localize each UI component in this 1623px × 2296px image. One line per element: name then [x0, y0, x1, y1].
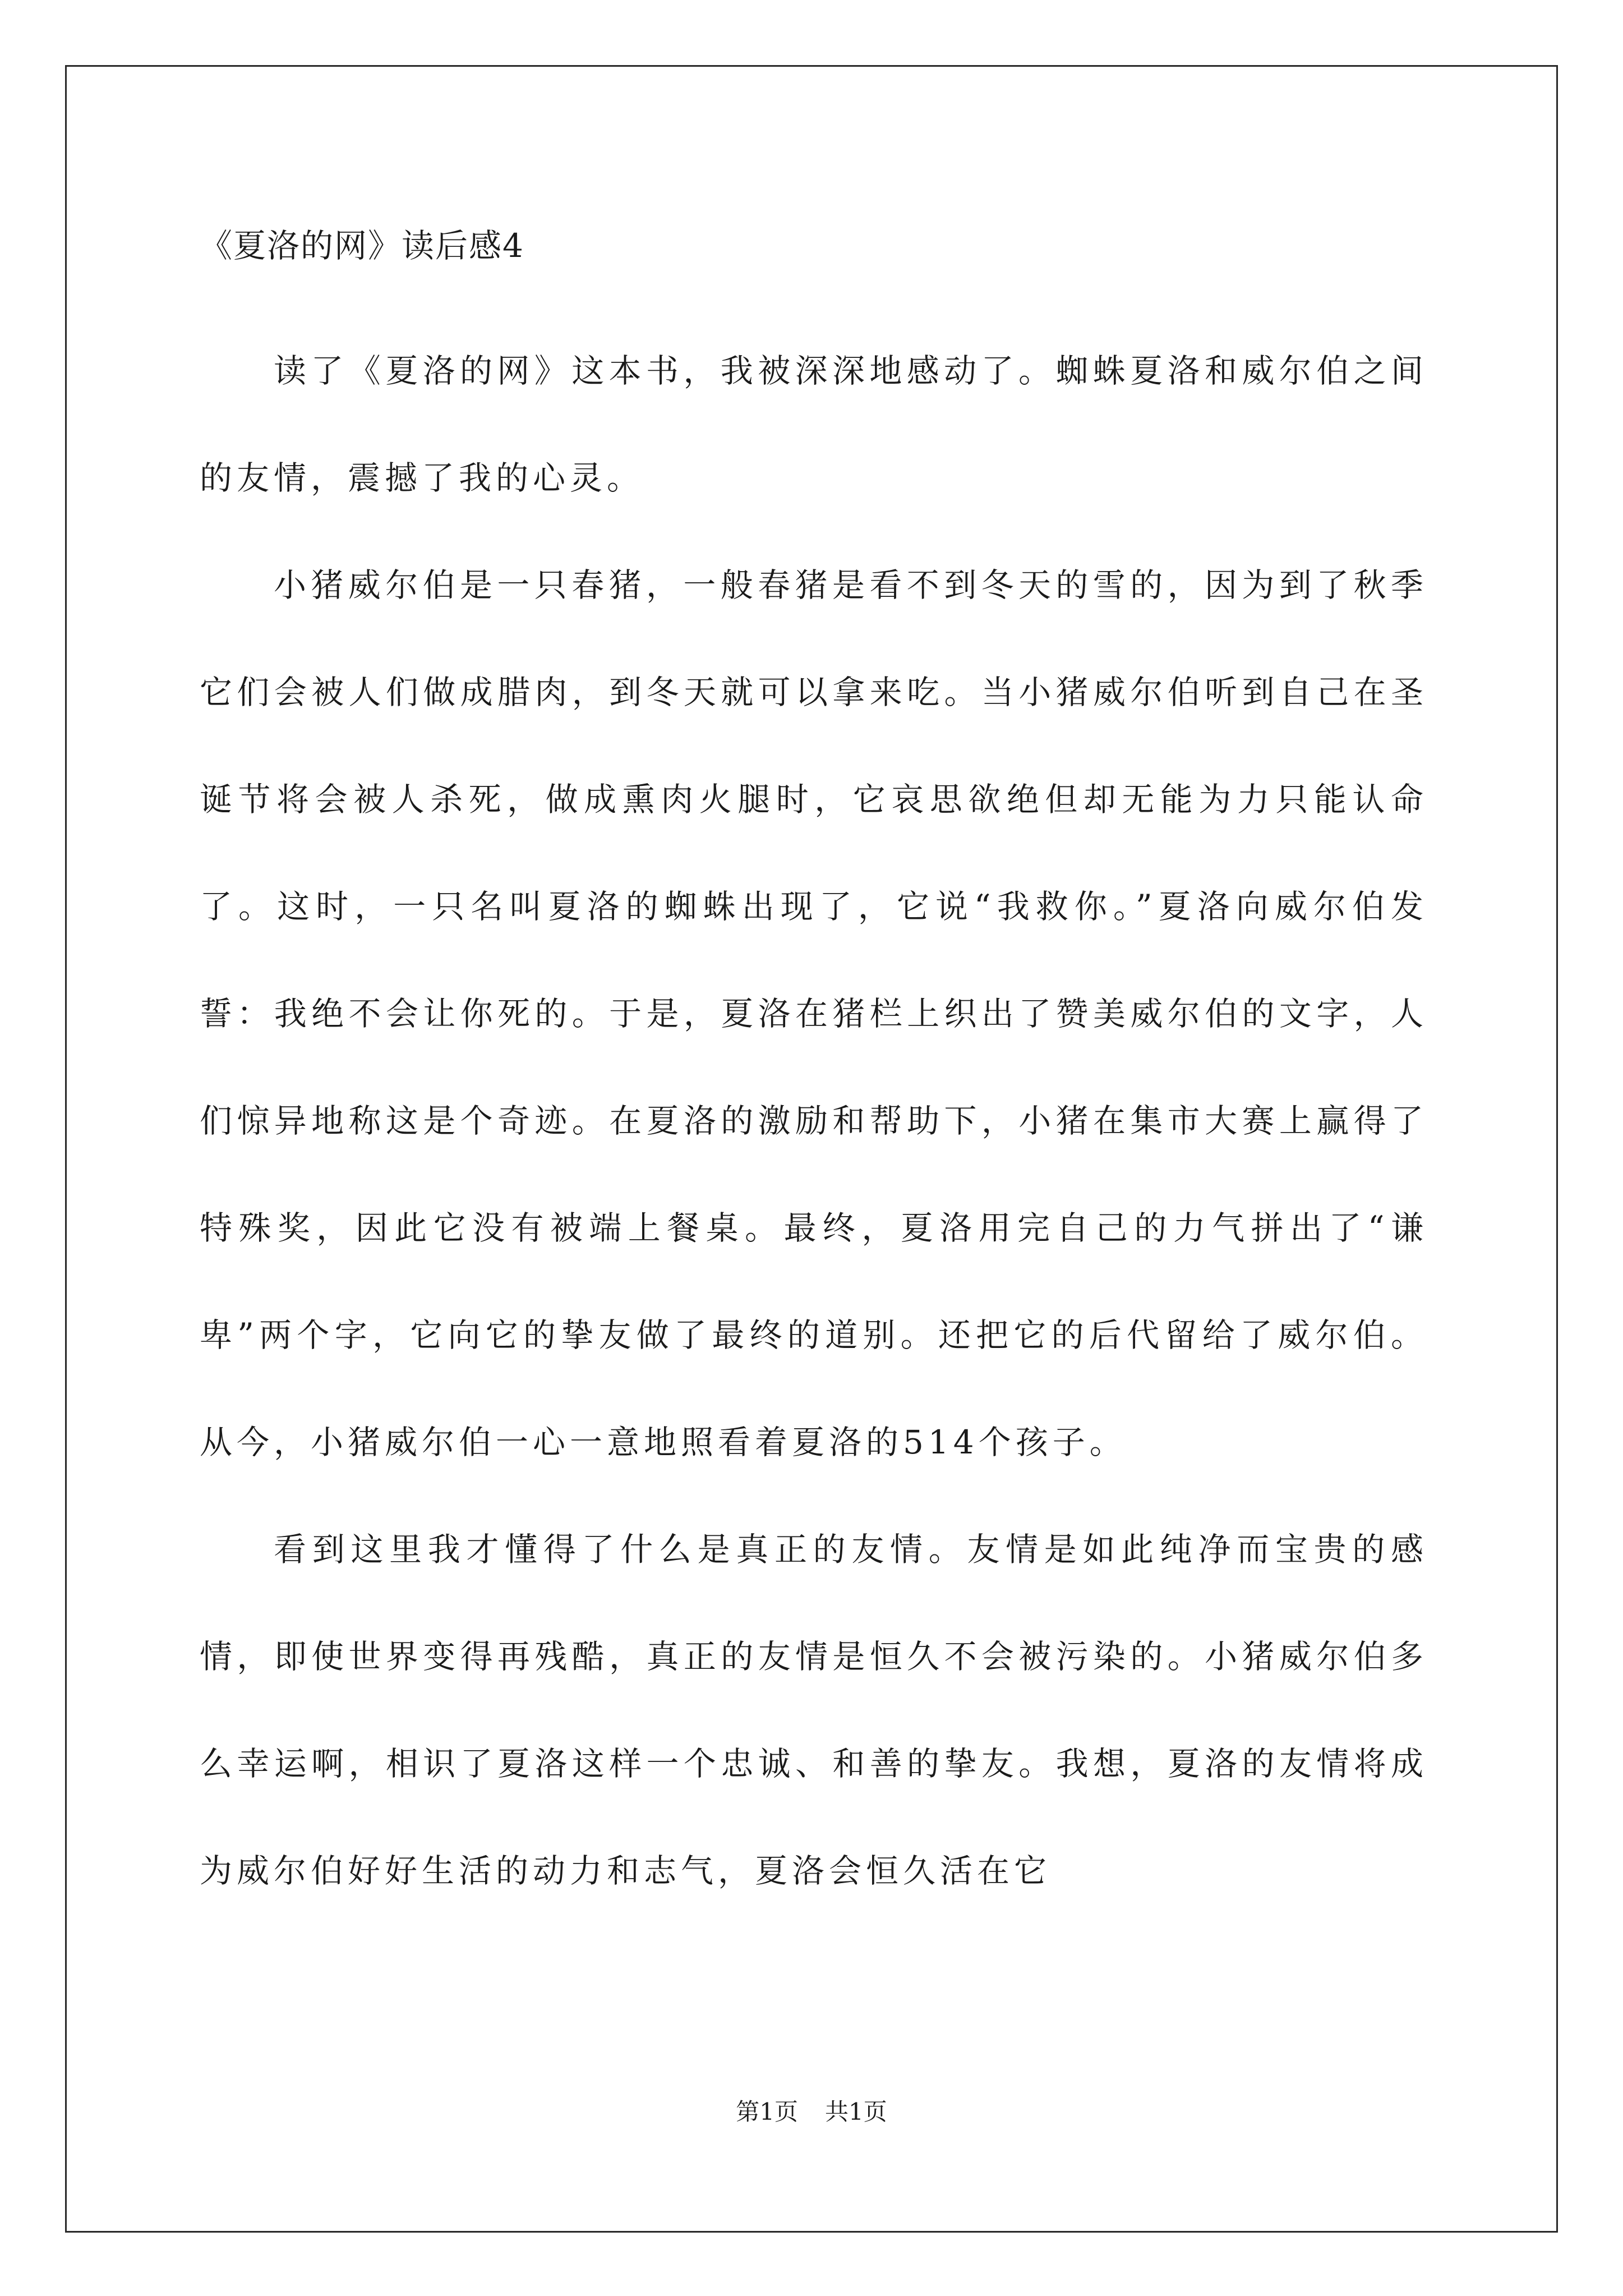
paragraph-2: 小猪威尔伯是一只春猪，一般春猪是看不到冬天的雪的，因为到了秋季它们会被人们做成腊肉，到冬天就可以拿来吃。当小猪威尔伯听到自己在圣诞节将会被人杀死，做成熏肉火腿时，它哀思欲绝但却无能为力只能认命了。这时，一只名叫夏洛的蜘蛛出现了，它说“我救你。”夏洛向威尔伯发誓：我绝不会让你死的。于是，夏洛在猪栏上织出了赞美威尔伯的文字，人们惊异地称这是个奇迹。在夏洛的激励和帮助下，小猪在集市大赛上赢得了特殊奖，因此它没有被端上餐桌。最终，夏洛用完自己的力气拼出了“谦卑”两个字，它向它的挚友做了最终的道别。还把它的后代留给了威尔伯。从今，小猪威尔伯一心一意地照看着夏洛的514个孩子。: [200, 566, 1428, 1461]
paragraph-3: 看到这里我才懂得了什么是真正的友情。友情是如此纯净而宝贵的感情，即使世界变得再残酷，真正的友情是恒久不会被污染的。小猪威尔伯多么幸运啊，相识了夏洛这样一个忠诚、和善的挚友。我想，夏洛的友情将成为威尔伯好好生活的动力和志气，夏洛会恒久活在它: [200, 1530, 1428, 1890]
paragraph-1: 读了《夏洛的网》这本书，我被深深地感动了。蜘蛛夏洛和威尔伯之间的友情，震撼了我的心灵。: [200, 352, 1428, 497]
page-footer: [0, 2095, 1623, 2129]
document-title: 《夏洛的网》读后感4: [200, 227, 524, 265]
page-number: 第1页: [736, 2098, 798, 2125]
page-total: 共1页: [825, 2098, 887, 2125]
document-body: [200, 318, 1428, 1925]
